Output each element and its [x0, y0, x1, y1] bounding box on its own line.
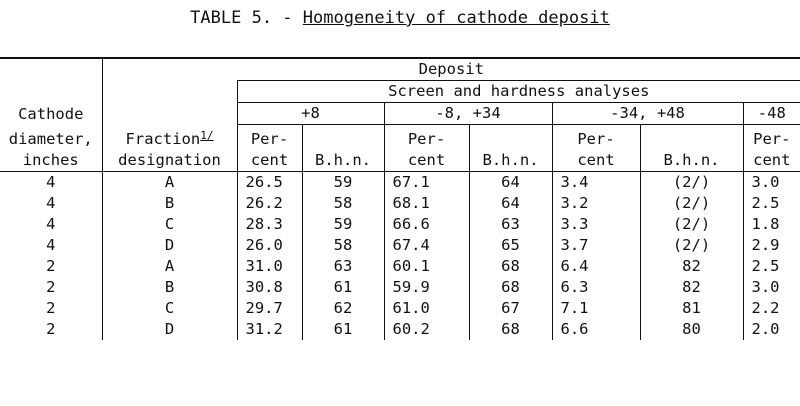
header-row-5 — [0, 150, 800, 172]
table-row — [0, 256, 800, 277]
fraction-header-line2: designation — [102, 150, 237, 172]
cent-header-4: cent — [743, 150, 800, 172]
fraction-cell: D — [102, 235, 237, 256]
fraction-cell: C — [102, 214, 237, 235]
table-row — [0, 214, 800, 235]
bhn-plus8-cell: 61 — [302, 277, 384, 298]
per-header-1: Per- — [237, 125, 302, 150]
bhn-plus8-cell: 61 — [302, 319, 384, 340]
percent-minus8-plus34-cell: 60.2 — [384, 319, 469, 340]
percent-minus48-cell: 3.0 — [743, 171, 800, 193]
cent-header-2: cent — [384, 150, 469, 172]
percent-minus34-plus48-cell: 3.3 — [552, 214, 640, 235]
header-row-2 — [0, 81, 800, 103]
diameter-cell: 2 — [46, 256, 56, 275]
header-row-1 — [0, 58, 800, 81]
percent-minus48-cell: 1.8 — [743, 214, 800, 235]
bhn-plus8-cell: 62 — [302, 298, 384, 319]
diameter-cell: 4 — [46, 193, 56, 212]
cent-header-3: cent — [552, 150, 640, 172]
percent-minus8-plus34-cell: 68.1 — [384, 193, 469, 214]
table-row — [0, 235, 800, 256]
bhn-minus8-plus34-cell: 68 — [469, 277, 552, 298]
percent-minus34-plus48-cell: 3.4 — [552, 171, 640, 193]
deposit-header: Deposit — [102, 58, 800, 81]
bhn-minus34-plus48-cell: 80 — [640, 319, 743, 340]
data-table — [0, 57, 800, 340]
percent-minus8-plus34-cell: 60.1 — [384, 256, 469, 277]
bhn-minus34-plus48-cell: 82 — [640, 277, 743, 298]
percent-minus48-cell: 3.0 — [743, 277, 800, 298]
bhn-minus34-plus48-cell: (2/) — [640, 171, 743, 193]
bhn-header-3: B.h.n. — [640, 150, 743, 172]
bhn-header-2: B.h.n. — [469, 150, 552, 172]
percent-minus34-plus48-cell: 6.3 — [552, 277, 640, 298]
percent-minus48-cell: 2.5 — [743, 256, 800, 277]
per-header-3: Per- — [552, 125, 640, 150]
table-row — [0, 298, 800, 319]
percent-minus8-plus34-cell: 66.6 — [384, 214, 469, 235]
cathode-header-line1: Cathode — [18, 104, 84, 123]
bhn-minus34-plus48-cell: (2/) — [640, 214, 743, 235]
group-header-minus48: -48 — [743, 103, 800, 125]
per-header-4: Per- — [743, 125, 800, 150]
fraction-cell: B — [102, 277, 237, 298]
diameter-cell: 4 — [46, 235, 56, 254]
cathode-header-line2: diameter, — [8, 129, 93, 148]
fraction-header-line1 — [102, 125, 237, 150]
bhn-plus8-cell: 58 — [302, 193, 384, 214]
bhn-minus8-plus34-cell: 64 — [469, 171, 552, 193]
cathode-header-line3: inches — [0, 150, 102, 172]
bhn-minus34-plus48-cell: 81 — [640, 298, 743, 319]
table-body — [0, 171, 800, 340]
bhn-minus34-plus48-cell: (2/) — [640, 193, 743, 214]
percent-plus8-cell: 26.0 — [237, 235, 302, 256]
bhn-minus8-plus34-cell: 65 — [469, 235, 552, 256]
bhn-minus8-plus34-cell: 64 — [469, 193, 552, 214]
percent-plus8-cell: 30.8 — [237, 277, 302, 298]
fraction-footnote: 1/ — [200, 128, 214, 142]
percent-minus48-cell: 2.5 — [743, 193, 800, 214]
percent-minus34-plus48-cell: 7.1 — [552, 298, 640, 319]
bhn-minus8-plus34-cell: 68 — [469, 319, 552, 340]
cent-header-1: cent — [237, 150, 302, 172]
table-row — [0, 171, 800, 193]
bhn-minus34-plus48-cell: (2/) — [640, 235, 743, 256]
percent-minus48-cell: 2.9 — [743, 235, 800, 256]
bhn-plus8-cell: 63 — [302, 256, 384, 277]
diameter-cell: 2 — [46, 298, 56, 317]
percent-plus8-cell: 29.7 — [237, 298, 302, 319]
percent-minus8-plus34-cell: 59.9 — [384, 277, 469, 298]
table-row — [0, 193, 800, 214]
bhn-header-1: B.h.n. — [302, 150, 384, 172]
percent-minus34-plus48-cell: 6.6 — [552, 319, 640, 340]
bhn-minus8-plus34-cell: 68 — [469, 256, 552, 277]
screen-hardness-header: Screen and hardness analyses — [237, 81, 800, 103]
percent-plus8-cell: 26.5 — [237, 171, 302, 193]
diameter-cell: 4 — [46, 214, 56, 233]
percent-minus34-plus48-cell: 6.4 — [552, 256, 640, 277]
percent-plus8-cell: 31.0 — [237, 256, 302, 277]
diameter-cell: 4 — [46, 172, 56, 191]
group-header-minus8-plus34: -8, +34 — [384, 103, 552, 125]
bhn-plus8-cell: 59 — [302, 214, 384, 235]
percent-plus8-cell: 26.2 — [237, 193, 302, 214]
fraction-cell: C — [102, 298, 237, 319]
percent-minus34-plus48-cell: 3.2 — [552, 193, 640, 214]
bhn-plus8-cell: 58 — [302, 235, 384, 256]
table-title — [0, 8, 800, 28]
diameter-cell: 2 — [46, 319, 56, 338]
bhn-minus8-plus34-cell: 67 — [469, 298, 552, 319]
bhn-minus8-plus34-cell: 63 — [469, 214, 552, 235]
table-title-prefix: TABLE 5. - — [190, 8, 303, 28]
percent-minus8-plus34-cell: 67.4 — [384, 235, 469, 256]
percent-minus34-plus48-cell: 3.7 — [552, 235, 640, 256]
table-row — [0, 319, 800, 340]
diameter-cell: 2 — [46, 277, 56, 296]
percent-minus8-plus34-cell: 61.0 — [384, 298, 469, 319]
table-title-text: Homogeneity of cathode deposit — [302, 8, 610, 28]
bhn-minus34-plus48-cell: 82 — [640, 256, 743, 277]
fraction-cell: B — [102, 193, 237, 214]
percent-minus48-cell: 2.0 — [743, 319, 800, 340]
percent-minus8-plus34-cell: 67.1 — [384, 171, 469, 193]
per-header-2: Per- — [384, 125, 469, 150]
bhn-plus8-cell: 59 — [302, 171, 384, 193]
header-row-4 — [0, 125, 800, 150]
percent-plus8-cell: 31.2 — [237, 319, 302, 340]
percent-minus48-cell: 2.2 — [743, 298, 800, 319]
group-header-minus34-plus48: -34, +48 — [552, 103, 743, 125]
percent-plus8-cell: 28.3 — [237, 214, 302, 235]
fraction-cell: A — [102, 256, 237, 277]
fraction-label: Fraction — [125, 129, 201, 148]
fraction-cell: A — [102, 171, 237, 193]
group-header-plus8: +8 — [237, 103, 384, 125]
fraction-cell: D — [102, 319, 237, 340]
table-row — [0, 277, 800, 298]
header-row-3 — [0, 103, 800, 125]
